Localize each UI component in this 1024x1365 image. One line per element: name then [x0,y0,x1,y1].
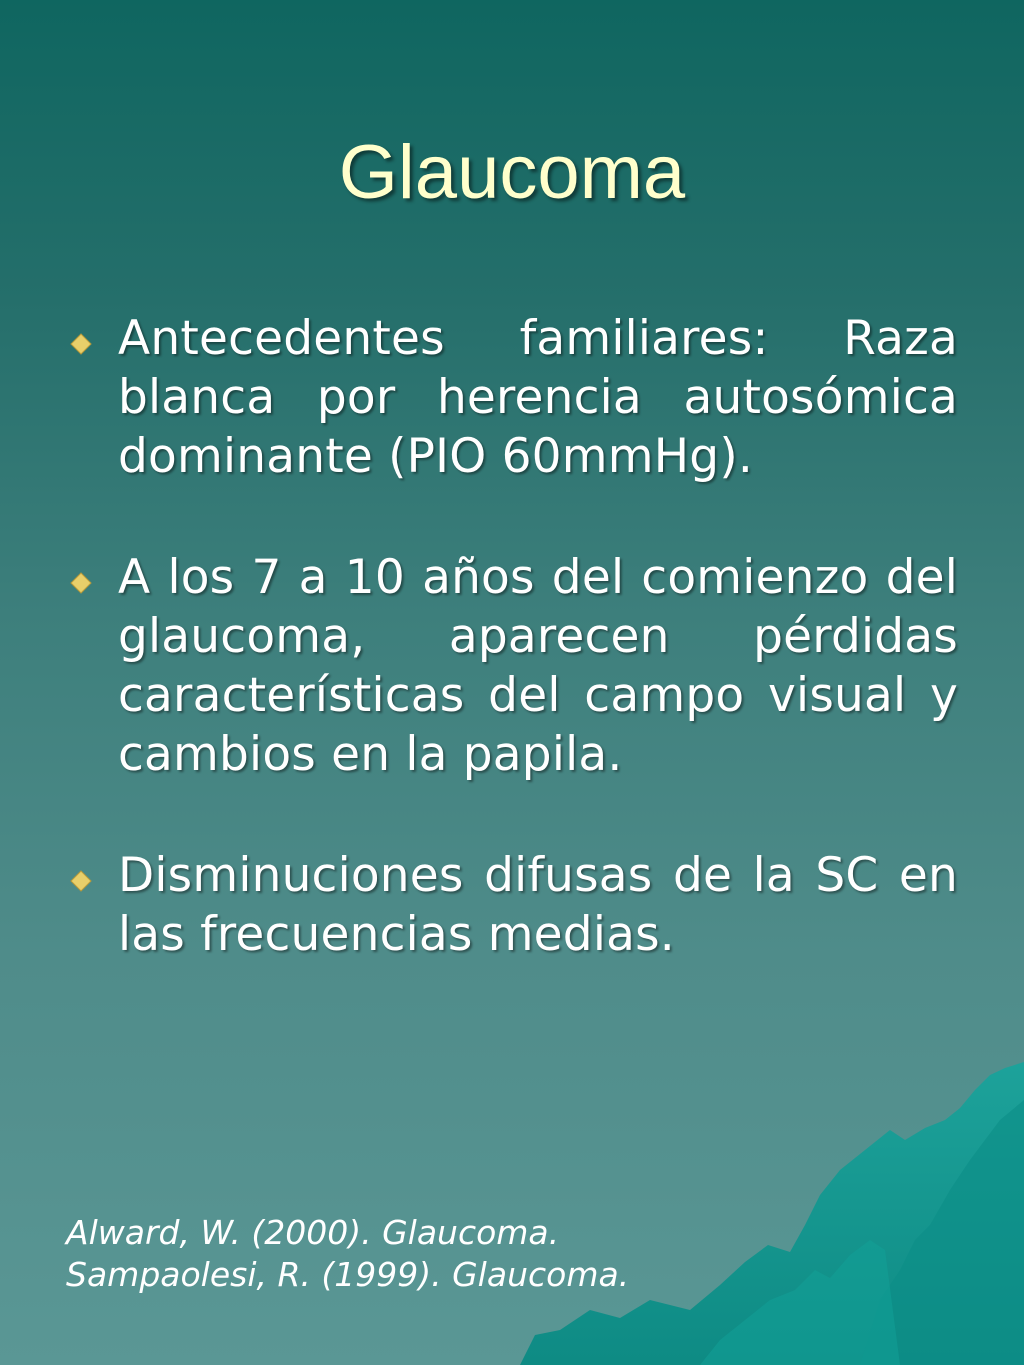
diamond-bullet-icon [70,572,92,594]
list-item [64,846,958,964]
diamond-bullet-icon [70,333,92,355]
bullet-text: A los 7 a 10 años del comienzo del glaucoma, aparecen pérdidas características del campo visual y cambios en la papila. [118,550,958,782]
reference-line: Sampaolesi, R. (1999). Glaucoma. [66,1255,630,1294]
slide-title: Glaucoma [338,130,686,215]
reference-line: Alward, W. (2000). Glaucoma. [66,1213,560,1252]
bullet-text: Antecedentes familiares: Raza blanca por herencia autosómica dominante (PIO 60mmHg). [118,311,958,484]
list-item [64,309,958,486]
bullet-list [64,309,958,1026]
bullet-text: Disminuciones difusas de la SC en las frecuencias medias. [118,848,958,962]
references [66,1212,766,1296]
diamond-bullet-icon [70,870,92,892]
list-item [64,548,958,784]
